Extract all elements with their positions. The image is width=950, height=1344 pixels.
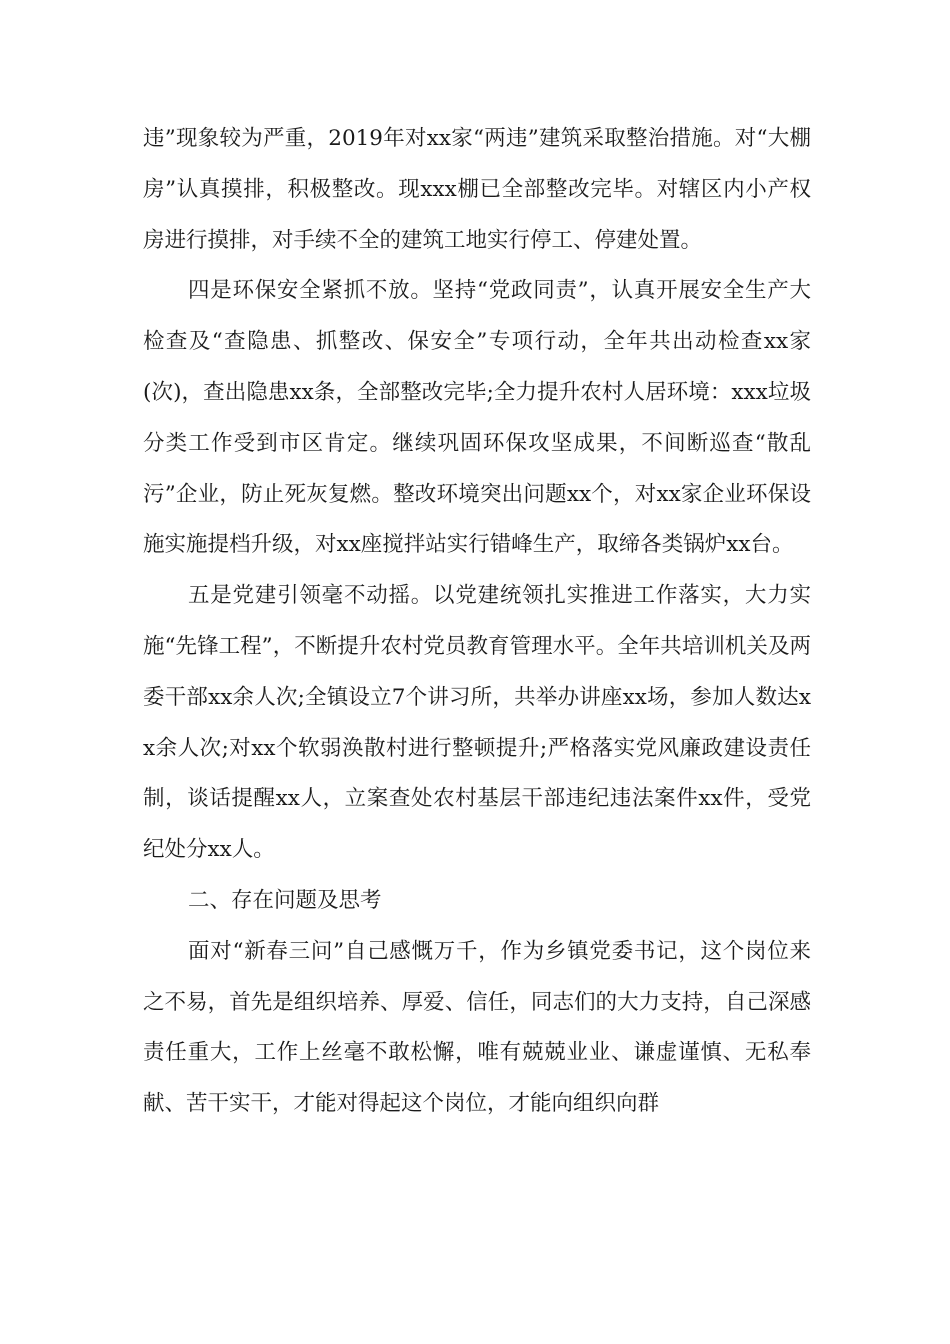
paragraph-two-violations: 违”现象较为严重，2019年对xx家“两违”建筑采取整治措施。对“大棚房”认真摸排，积极整改。现xxx棚已全部整改完毕。对辖区内小产权房进行摸排，对手续不全的建筑工地实行停工、停建处置。 bbox=[143, 126, 811, 253]
paragraph-reflection: 面对“新春三问”自己感慨万千，作为乡镇党委书记，这个岗位来之不易，首先是组织培养、厚爱、信任，同志们的大力支持，自己深感责任重大，工作上丝毫不敢松懈，唯有兢兢业业、谦虚谨慎、无私奉献、苦干实干，才能对得起这个岗位，才能向组织向群 bbox=[143, 938, 811, 1117]
section-heading-problems: 二、存在问题及思考 bbox=[188, 887, 382, 913]
paragraph-party-building: 五是党建引领毫不动摇。以党建统领扎实推进工作落实，大力实施“先锋工程”，不断提升农村党员教育管理水平。全年共培训机关及两委干部xx余人次;全镇设立7个讲习所，共举办讲座xx场，参加人数达xx余人次;对xx个软弱涣散村进行整顿提升;严格落实党风廉政建设责任制，谈话提醒xx人，立案查处农村基层干部违纪违法案件xx件，受党纪处分xx人。 bbox=[143, 583, 811, 863]
paragraph-environment-safety: 四是环保安全紧抓不放。坚持“党政同责”，认真开展安全生产大检查及“查隐患、抓整改、保安全”专项行动，全年共出动检查xx家(次)，查出隐患xx条，全部整改完毕;全力提升农村人居环境：xxx垃圾分类工作受到市区肯定。继续巩固环保攻坚成果，不间断巡查“散乱污”企业，防止死灰复燃。整改环境突出问题xx个，对xx家企业环保设施实施提档升级，对xx座搅拌站实行错峰生产，取缔各类锅炉xx台。 bbox=[143, 278, 811, 558]
document-page bbox=[143, 114, 811, 1130]
